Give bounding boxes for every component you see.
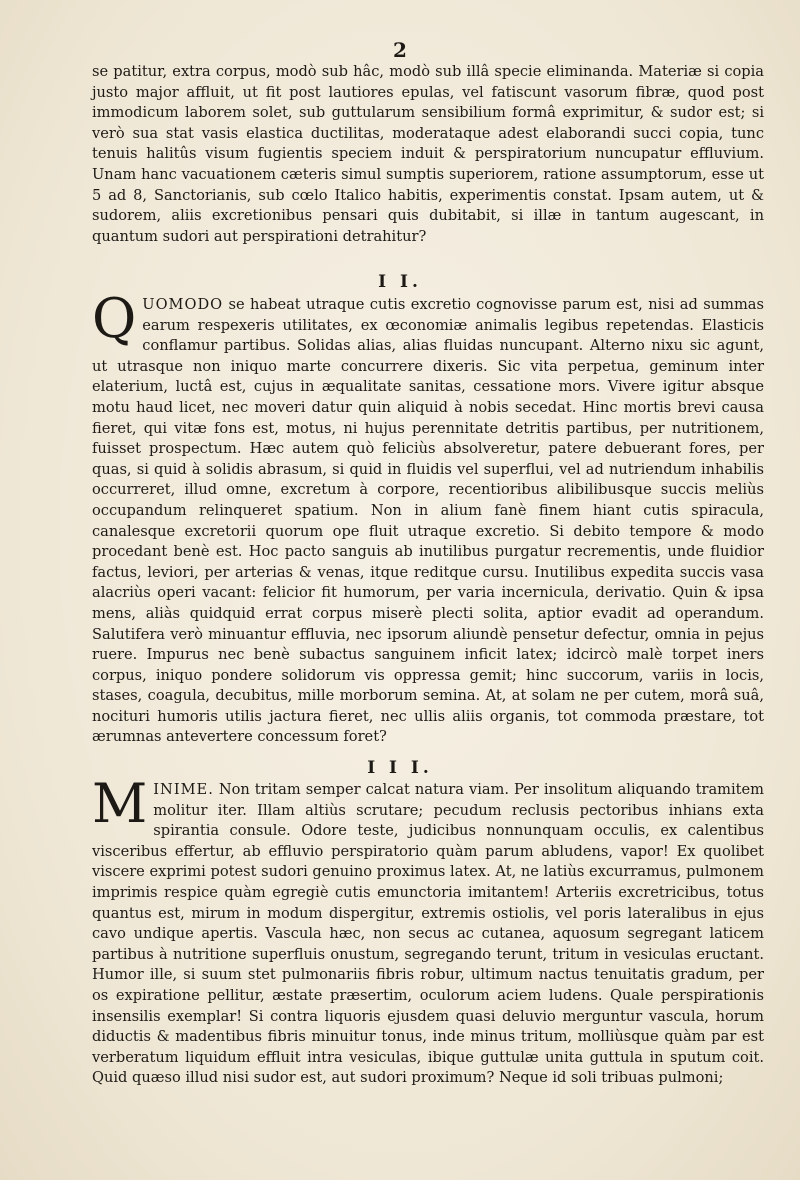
section-3-body [92, 772, 764, 1089]
page-number: 2 [393, 38, 407, 62]
section-heading-2: I I. [378, 272, 422, 292]
dropcap-2: Q [92, 287, 137, 350]
dropcap-3: M [92, 772, 148, 835]
section-2-paragraph [92, 287, 764, 748]
section-heading-3: I I I. [367, 758, 433, 778]
lead-word-2: UOMODO [142, 296, 224, 313]
intro-paragraph [92, 62, 764, 247]
section-3-paragraph [92, 772, 764, 1089]
intro-text: se patitur, extra corpus, modò sub hâc, modò sub illâ specie eliminanda. Materiæ si copia justo major affluit, ut fit post lautiores epulas, vel fatiscunt vasorum fibræ, quod post immodicum laborem solet, sub guttularum sensibilium formâ exprimitur, & sudor est; si verò sua stat vasis elastica ductilitas, moderataque adest elaborandi succi copia, tunc tenuis halitûs visum fugientis speciem induit & perspiratorium nuncupatur effluvium. Unam hanc vacuationem cæteris simul sumptis superiorem, ratione assumptorum, esse ut 5 ad 8, Sanctorianis, sub cœlo Italico habitis, experimentis constat. Ipsam autem, ut & sudorem, aliis excretionibus pensari quis dubitabit, si illæ in tantum augescant, in quantum sudori aut perspirationi detrahitur? [92, 63, 764, 245]
section-3-text: Non tritam semper calcat natura viam. Per insolitum aliquando tramitem molitur iter. Illam altiùs scrutare; pecudum reclusis pectoribus inhians exta spirantia consule. Odore teste, judicibus nonnunquam occulis, ex calentibus visceribus effertur, ab effluvio perspiratorio quàm parum abludens, vapor! Ex quolibet viscere exprimi potest sudori genuino proximus latex. At, ne latiùs excurramus, pulmonem imprimis respice quàm egregiè cutis emunctoria imitantem! Arteriis excretricibus, totus quantus est, mirum in modum dispergitur, extremis ostiolis, vel poris lateralibus in ejus cavo undique apertis. Vascula hæc, non secus ac cutanea, aquosum segregant laticem partibus à nutritione superfluis onustum, segregando terunt, tritum in vesiculas eructant. Humor ille, si suum stet pulmonariis fibris robur, ultimum nactus tenuitatis gradum, per os expiratione pellitur, æstate præsertim, oculorum aciem ludens. Quale perspirationis insensilis exemplar! Si contra liquoris ejusdem quasi deluvio merguntur vascula, horum diductis & madentibus fibris minuitur tonus, inde minus tritum, molliùsque quàm par est verberatum liquidum effluit intra vesiculas, ibique guttulæ unita guttula in sputum coit. Quid quæso illud nisi sudor est, aut sudori proximum? Neque id soli tribuas pulmoni; [92, 781, 764, 1087]
lead-word-3: INIME. [153, 781, 214, 798]
section-2-text: se habeat utraque cutis excretio cognovisse parum est, nisi ad summas earum respexeris utilitates, ex œconomiæ animalis legibus repetendas. Elasticis conflamur partibus. Solidas alias, alias fluidas nuncupant. Alterno nixu sic agunt, ut utrasque non iniquo marte concurrere dixeris. Sic vita perpetua, geminum inter elaterium, luctâ est, cujus in æqualitate sanitas, cessatione mors. Vivere igitur absque motu haud licet, nec moveri datur quin aliquid à nobis secedat. Hinc mortis brevi causa fieret, qui vitæ fons est, motus, ni hujus perennitate detritis partibus, per nutritionem, fuisset prospectum. Hæc autem quò feliciùs absolveretur, patere debuerant fores, per quas, si quid à solidis abrasum, si quid in fluidis vel superflui, vel ad nutriendum inhabilis occurreret, illud omne, excretum à corpore, recentioribus alibilibusque succis meliùs occupandum relinqueret spatium. Non in alium fanè finem hiant cutis spiracula, canalesque excretorii quorum ope fluit utraque excretio. Si debito tempore & modo procedant benè est. Hoc pacto sanguis ab inutilibus purgatur recrementis, unde fluidior factus, leviori, per arterias & venas, itque reditque cursu. Inutilibus expedita succis vasa alacriùs operi vacant: felicior fit humorum, per varia incernicula, derivatio. Quin & ipsa mens, aliàs quidquid errat corpus miserè plecti solita, aptior evadit ad operandum. Salutifera verò minuantur effluvia, nec ipsorum aliundè pensetur defectur, omnia in pejus ruere. Impurus nec benè subactus sanguinem inficit latex; idcircò malè torpet iners corpus, iniquo pondere solidorum vis oppressa gemit; hinc succorum, variis in locis, stases, coagula, decubitus, mille morborum semina. At, at solam ne per cutem, morâ suâ, nocituri humoris utilis jactura fieret, nec ullis aliis organis, tot commoda præstare, tot ærumnas antevertere concessum foret? [92, 296, 764, 746]
section-2-body [92, 287, 764, 748]
